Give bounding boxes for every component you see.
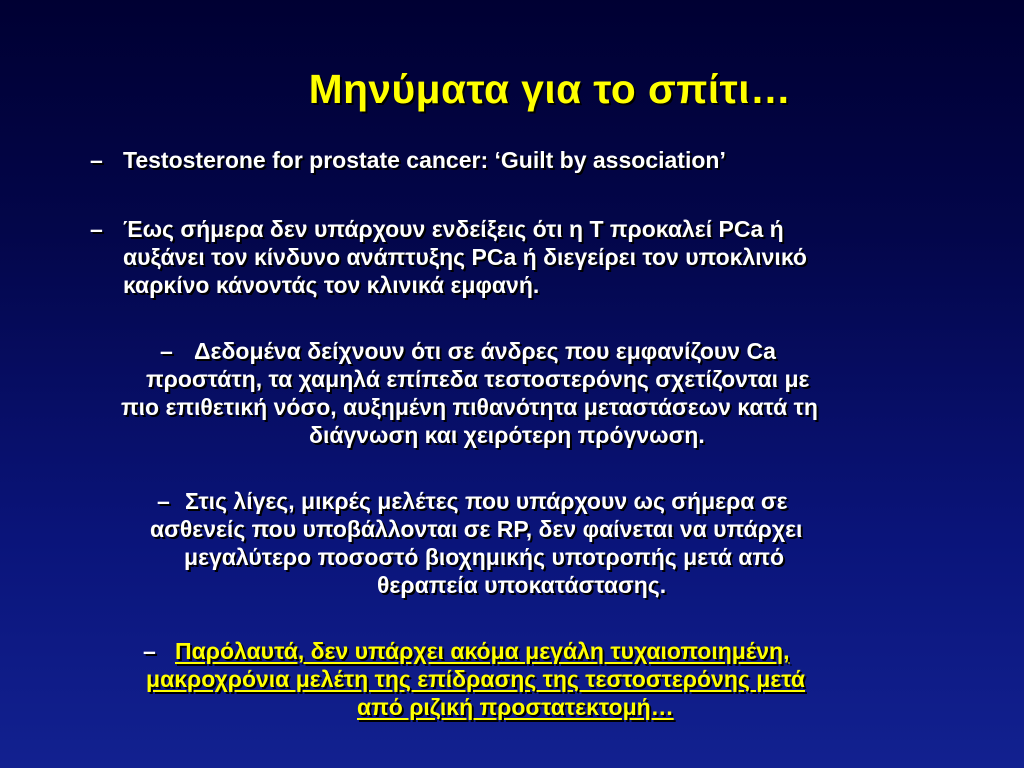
bullet-line: διάγνωση και χειρότερη πρόγνωση. bbox=[309, 422, 705, 448]
bullet-dash: – bbox=[157, 488, 170, 514]
bullet-line: αυξάνει τον κίνδυνο ανάπτυξης PCa ή διεγείρει τον υποκλινικό bbox=[123, 244, 807, 270]
bullet-dash: – bbox=[160, 338, 173, 364]
bullet-line-highlighted: από ριζική προστατεκτομή… bbox=[357, 694, 674, 720]
bullet-line: Testosterone for prostate cancer: ‘Guilt by association’ bbox=[123, 147, 726, 173]
bullet-line: Έως σήμερα δεν υπάρχουν ενδείξεις ότι η Τ προκαλεί PCa ή bbox=[123, 216, 784, 242]
bullet-line: καρκίνο κάνοντάς τον κλινικά εμφανή. bbox=[123, 272, 540, 298]
slide-title: Μηνύματα για το σπίτι… bbox=[308, 66, 792, 112]
bullet-line: Δεδομένα δείχνουν ότι σε άνδρες που εμφανίζουν Ca bbox=[194, 338, 776, 364]
bullet-line-highlighted: μακροχρόνια μελέτη της επίδρασης της τεστοστερόνης μετά bbox=[146, 666, 805, 692]
bullet-line: πιο επιθετική νόσο, αυξημένη πιθανότητα μεταστάσεων κατά τη bbox=[121, 394, 818, 420]
bullet-line: θεραπεία υποκατάστασης. bbox=[377, 572, 667, 598]
bullet-line: προστάτη, τα χαμηλά επίπεδα τεστοστερόνης σχετίζονται με bbox=[146, 366, 810, 392]
bullet-line: Στις λίγες, μικρές μελέτες που υπάρχουν ως σήμερα σε bbox=[185, 488, 788, 514]
bullet-line: μεγαλύτερο ποσοστό βιοχημικής υποτροπής μετά από bbox=[184, 544, 785, 570]
bullet-dash: – bbox=[90, 216, 103, 242]
bullet-line-highlighted: Παρόλαυτά, δεν υπάρχει ακόμα μεγάλη τυχαιοποιημένη, bbox=[175, 638, 790, 664]
bullet-line: ασθενείς που υποβάλλονται σε RP, δεν φαίνεται να υπάρχει bbox=[150, 516, 803, 542]
bullet-dash: – bbox=[90, 147, 103, 173]
bullet-dash: – bbox=[143, 638, 156, 664]
